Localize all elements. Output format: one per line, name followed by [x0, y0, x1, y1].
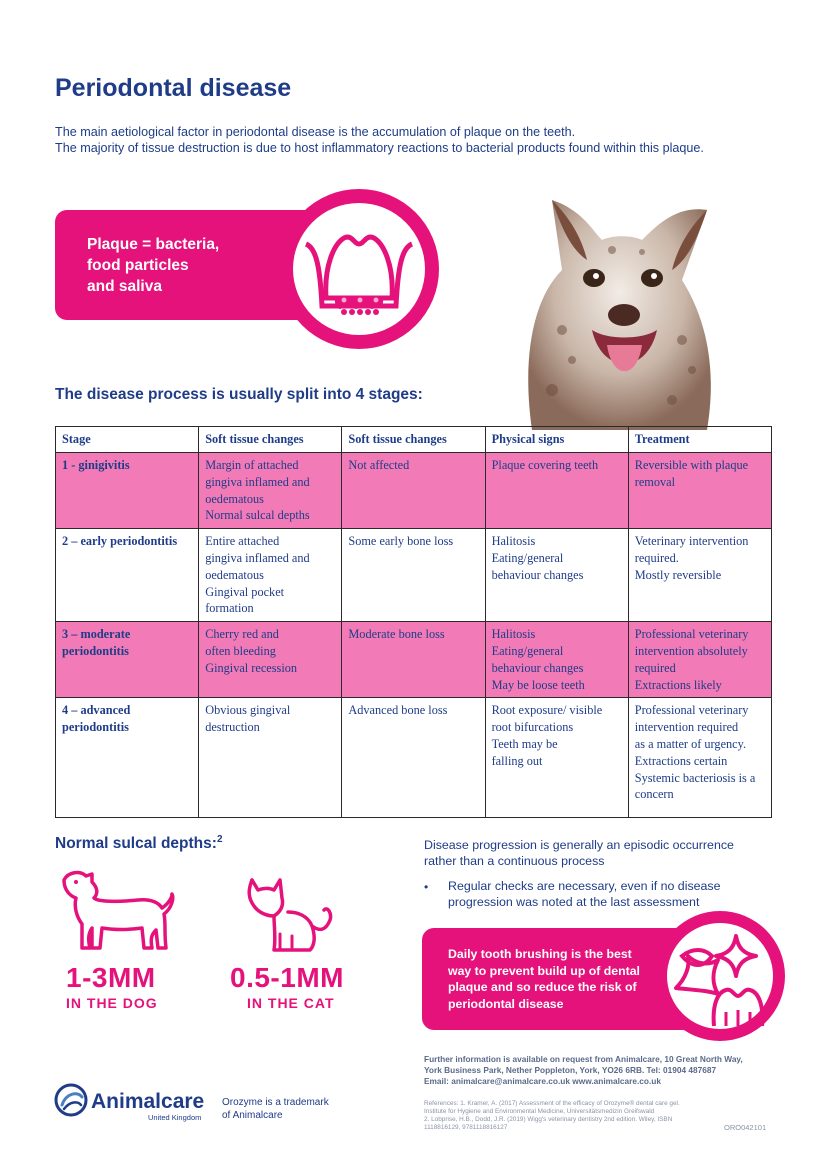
soft-tissue-cell: [342, 698, 485, 818]
brushing-text: Daily tooth brushing is the best way to prevent build up of dental plaque and so reduce the risk of periodontal disease: [448, 947, 640, 1011]
cell-line: destruction: [205, 720, 260, 735]
cell-line: behaviour changes: [491, 660, 584, 675]
cell-line: Eating/general: [491, 550, 564, 565]
soft-tissue-cell: [199, 698, 342, 818]
further-info: [424, 1054, 764, 1087]
table-row: [56, 622, 772, 698]
cell-line: gingiva inflamed and: [205, 474, 310, 489]
cell-line: Halitosis: [491, 534, 536, 549]
cat-depth-value: 0.5-1MM: [230, 962, 344, 993]
reference-line: Institute for Hygiene and Environmental Medicine, Universitätsmedizin Greifswald: [424, 1108, 655, 1115]
footnote-marker: 2: [216, 834, 223, 845]
treatment-cell: [628, 698, 771, 818]
cell-line: oedematous: [205, 567, 264, 582]
cell-line: Some early bone loss: [348, 534, 454, 549]
document-code: ORO042101: [724, 1123, 767, 1132]
dog-outline-icon: [58, 868, 176, 952]
dog-depth-label: IN THE DOG: [66, 995, 158, 1011]
cell-line: gingiva inflamed and: [205, 550, 310, 565]
cell-line: required: [634, 660, 676, 675]
soft-tissue-cell: [342, 622, 485, 698]
progression-text: Disease progression is generally an episodic occurrence rather than a continuous process: [424, 838, 734, 868]
treatment-cell: [628, 529, 771, 622]
cell-line: formation: [205, 601, 254, 616]
soft-tissue-cell: [199, 529, 342, 622]
cell-line: as a matter of urgency.: [634, 736, 747, 751]
animalcare-logo-icon: [54, 1083, 88, 1117]
page-title: Periodontal disease: [55, 74, 292, 102]
further-info-line: Email: animalcare@animalcare.co.uk www.animalcare.co.uk: [424, 1076, 661, 1086]
soft-tissue-cell: [199, 453, 342, 529]
cell-line: Not affected: [348, 458, 410, 472]
column-header: Soft tissue changes: [342, 427, 485, 453]
trademark-note: [222, 1097, 362, 1122]
cell-line: Professional veterinary: [634, 627, 749, 642]
logo-wordmark: Animalcare: [91, 1090, 205, 1113]
cell-line: Extractions certain: [634, 753, 728, 768]
cell-line: Cherry red and: [205, 627, 279, 642]
cell-line: intervention absolutely: [634, 643, 748, 658]
logo-subtitle: United Kingdom: [148, 1113, 202, 1122]
cell-line: Halitosis: [491, 627, 536, 642]
cell-line: root bifurcations: [491, 720, 574, 735]
tooth-plaque-icon: [276, 186, 442, 352]
dog-photo: [492, 180, 740, 430]
cell-line: oedematous: [205, 491, 264, 506]
table-header-row: [56, 427, 772, 453]
plaque-line: and saliva: [87, 278, 162, 295]
plaque-line: Plaque = bacteria,: [87, 236, 220, 253]
cell-line: Root exposure/ visible: [491, 703, 603, 718]
stage-cell: 2 – early periodontitis: [56, 529, 199, 622]
trademark-line: of Animalcare: [222, 1109, 283, 1121]
cell-line: Extractions likely: [634, 677, 722, 692]
sulcal-heading-text: Normal sulcal depths:: [55, 835, 217, 853]
cell-line: Obvious gingival: [205, 703, 291, 718]
clean-tooth-sparkle-icon: [652, 908, 788, 1044]
dog-depth-value: 1-3MM: [66, 962, 156, 993]
stages-table: [55, 426, 772, 818]
column-header: Soft tissue changes: [199, 427, 342, 453]
column-header: Stage: [56, 427, 199, 453]
cell-line: Veterinary intervention: [634, 534, 749, 549]
cell-line: often bleeding: [205, 643, 276, 658]
table-row: [56, 529, 772, 622]
intro-line: The main aetiological factor in periodontal disease is the accumulation of plaque on the teeth.: [55, 125, 576, 139]
column-header: Physical signs: [485, 427, 628, 453]
treatment-cell: [628, 453, 771, 529]
cell-line: Moderate bone loss: [348, 627, 445, 642]
cell-line: Plaque covering teeth: [491, 458, 599, 472]
physical-signs-cell: [485, 622, 628, 698]
stages-heading: The disease process is usually split into 4 stages:: [55, 386, 423, 403]
intro-line: The majority of tissue destruction is due to host inflammatory reactions to bacterial products found within this plaque.: [55, 141, 704, 155]
reference-line: 1118816129, 9781118816127: [424, 1124, 508, 1131]
cell-line: required.: [634, 550, 679, 565]
further-info-line: Further information is available on request from Animalcare, 10 Great North Way,: [424, 1054, 743, 1064]
cell-line: removal: [634, 474, 676, 489]
physical-signs-cell: [485, 529, 628, 622]
soft-tissue-cell: [342, 453, 485, 529]
intro-text: [55, 124, 775, 156]
table-row: [56, 453, 772, 529]
table-row: [56, 698, 772, 818]
cell-line: Teeth may be: [491, 736, 558, 751]
trademark-line: Orozyme is a trademark: [222, 1097, 329, 1108]
soft-tissue-cell: [199, 622, 342, 698]
stage-cell: 1 - ginigivitis: [56, 453, 199, 529]
stage-cell: 3 – moderate periodontitis: [56, 622, 199, 698]
cell-line: Gingival pocket: [205, 584, 285, 599]
cat-depth-label: IN THE CAT: [247, 995, 335, 1011]
plaque-text: [87, 234, 287, 297]
cell-line: Systemic bacteriosis is a: [634, 770, 756, 785]
physical-signs-cell: [485, 453, 628, 529]
cell-line: Entire attached: [205, 534, 280, 549]
cell-line: Mostly reversible: [634, 567, 722, 582]
bullet-text: Regular checks are necessary, even if no disease progression was noted at the last assessment: [448, 879, 721, 909]
cell-line: Gingival recession: [205, 660, 298, 675]
sulcal-heading: [55, 834, 223, 853]
physical-signs-cell: [485, 698, 628, 818]
reference-line: References: 1. Kramer, A. (2017) Assessment of the efficacy of Orozyme® dental care gel.: [424, 1100, 680, 1107]
references: [424, 1100, 724, 1132]
cell-line: falling out: [491, 753, 543, 768]
cell-line: Professional veterinary: [634, 703, 749, 718]
soft-tissue-cell: [342, 529, 485, 622]
reference-line: 2. Lobprise, H.B., Dodd, J.R. (2019) Wigg's veterinary dentistry 2nd edition. Wiley, ISBN: [424, 1116, 673, 1123]
cell-line: concern: [634, 787, 674, 802]
treatment-cell: [628, 622, 771, 698]
further-info-line: York Business Park, Nether Poppleton, York, YO26 6RB. Tel: 01904 487687: [424, 1065, 717, 1075]
cell-line: intervention required: [634, 720, 739, 735]
bullet-marker: •: [424, 880, 429, 894]
cell-line: Advanced bone loss: [348, 703, 448, 718]
cell-line: Eating/general: [491, 643, 564, 658]
cell-line: May be loose teeth: [491, 677, 585, 692]
cell-line: Margin of attached: [205, 458, 299, 472]
cell-line: Normal sulcal depths: [205, 508, 310, 523]
cell-line: Reversible with plaque: [634, 458, 749, 472]
column-header: Treatment: [628, 427, 771, 453]
stage-cell: 4 – advanced periodontitis: [56, 698, 199, 818]
cell-line: behaviour changes: [491, 567, 584, 582]
plaque-line: food particles: [87, 257, 189, 274]
cat-outline-icon: [244, 876, 334, 954]
